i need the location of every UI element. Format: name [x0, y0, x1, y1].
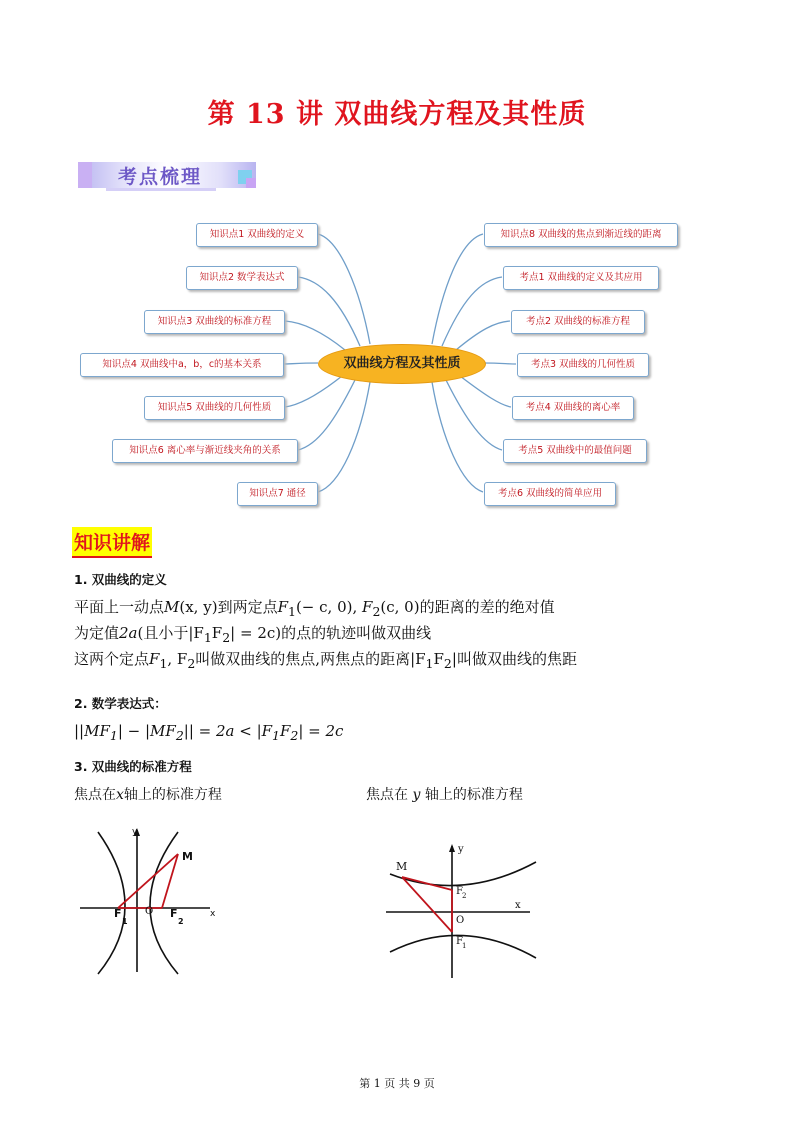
focus-label-f1: F — [456, 936, 463, 947]
origin-label: O — [145, 906, 154, 917]
mindmap-node: 知识点3 双曲线的标准方程 — [144, 310, 285, 334]
focus-label-f2: F — [456, 886, 463, 897]
section-label: 知识讲解 — [72, 527, 152, 558]
page-footer: 第 1 页 共 9 页 — [359, 1077, 435, 1090]
focus-subscript: 2 — [462, 892, 467, 900]
hyperbola-y-figure — [380, 840, 550, 980]
mindmap-center: 双曲线方程及其性质 — [318, 344, 486, 384]
section-heading: 1. 双曲线的定义 — [74, 572, 167, 587]
axis-label-x: x — [515, 900, 521, 911]
mindmap-node: 考点4 双曲线的离心率 — [512, 396, 634, 420]
focus-label-f2: F — [170, 907, 178, 920]
focus-subscript: 1 — [122, 917, 128, 926]
definition-line-2: 为定值2a(且小于$|F_1F_2| = 2c$)的点的轨迹叫做双曲线 — [74, 624, 432, 645]
page-title: 第 13 讲 双曲线方程及其性质 — [207, 99, 587, 130]
definition-line-3: 这两个定点$F_1$, $F_2$叫做双曲线的焦点,两焦点的距离$|F_1F_2|$叫做双曲线的焦距 — [74, 650, 577, 671]
caption-y-axis: 焦点在 y 轴上的标准方程 — [366, 787, 523, 803]
mindmap-node: 知识点7 通径 — [237, 482, 318, 506]
origin-label: O — [456, 915, 465, 926]
axis-label-x: x — [210, 909, 216, 919]
mindmap-node: 考点1 双曲线的定义及其应用 — [503, 266, 659, 290]
focus-subscript: 2 — [178, 917, 184, 926]
focus-subscript: 1 — [462, 942, 467, 950]
mindmap-node: 考点2 双曲线的标准方程 — [511, 310, 645, 334]
mindmap-node: 考点6 双曲线的简单应用 — [484, 482, 616, 506]
section-heading: 2. 数学表达式： — [74, 696, 167, 711]
mindmap-node: 考点5 双曲线中的最值问题 — [503, 439, 647, 463]
mindmap-node: 知识点1 双曲线的定义 — [196, 223, 318, 247]
caption-x-axis: 焦点在x轴上的标准方程 — [74, 787, 222, 803]
axis-label-y: y — [458, 844, 464, 855]
focus-label-f1: F — [114, 907, 122, 920]
section-heading: 3. 双曲线的标准方程 — [74, 759, 192, 774]
mindmap-node: 考点3 双曲线的几何性质 — [517, 353, 649, 377]
point-label-m: M — [182, 850, 193, 863]
mindmap-node: 知识点6 离心率与渐近线夹角的关系 — [112, 439, 298, 463]
axis-label-y: y — [132, 827, 138, 837]
mindmap-node: 知识点8 双曲线的焦点到渐近线的距离 — [484, 223, 678, 247]
definition-line-1: 平面上一动点M(x, y)到两定点$F_1(- c$, 0), $F_2(c$, 0)的距离的差的绝对值 — [74, 598, 555, 619]
banner-text: 考点梳理 — [118, 166, 203, 188]
point-label-m: M — [396, 860, 408, 873]
mindmap-node: 知识点5 双曲线的几何性质 — [144, 396, 285, 420]
hyperbola-x-figure — [70, 820, 230, 980]
formula: $||MF_1| - |MF_2|| = 2a < |F_1F_2| = 2c$ — [74, 722, 344, 743]
mindmap-node: 知识点2 数学表达式 — [186, 266, 298, 290]
mindmap-node: 知识点4 双曲线中a，b，c的基本关系 — [80, 353, 284, 377]
